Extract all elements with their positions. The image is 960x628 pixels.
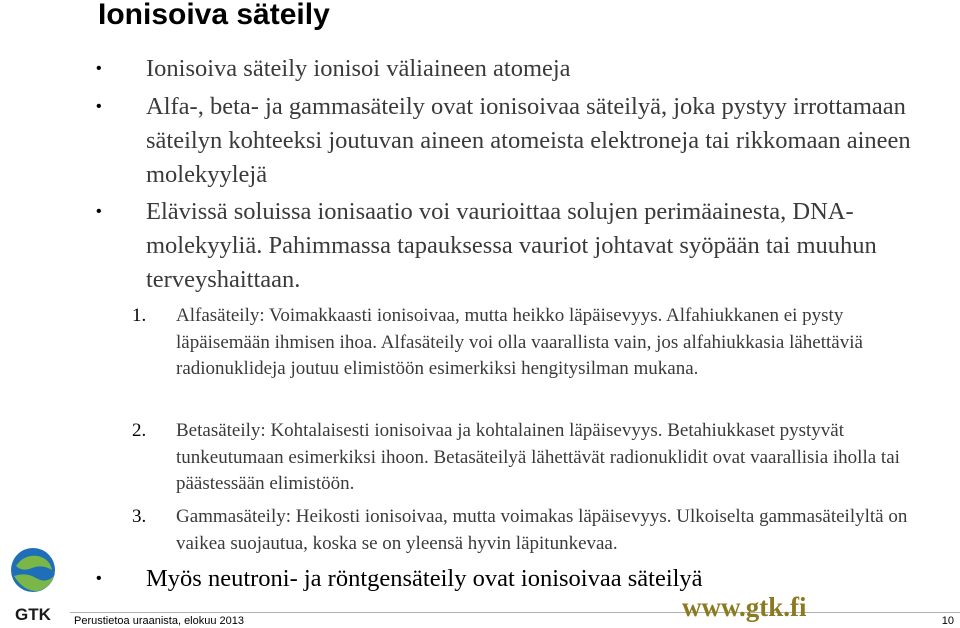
footer-caption: Perustietoa uraanista, elokuu 2013 <box>74 615 245 627</box>
bullet-marker: • <box>96 570 102 587</box>
numbered-item <box>132 303 926 383</box>
item-text: Alfasäteily: Voimakkaasti ionisoivaa, mutta heikko läpäisevyys. Alfahiukkanen ei pysty läpäisemään ihmisen ihoa. Alfasäteily voi olla vaarallista vain, jos alfahiukkasia lähettäviä radionuklideja joutuu elimistöön esimerkiksi hengitysilman mukana. <box>176 305 863 379</box>
item-text: Betasäteily: Kohtalaisesti ionisoivaa ja kohtalainen läpäisevyys. Betahiukkaset pystyvät tunkeutumaan esimerkiksi ihoon. Betasäteilyä lähettävät radionuklidit ovat vaarallisia iholla tai päästessään elimistöön. <box>176 420 900 494</box>
logo-text: GTK <box>15 605 51 624</box>
bullet-text: Ionisoiva säteily ionisoi väliaineen atomeja <box>146 55 571 82</box>
slide-title: Ionisoiva säteily <box>98 0 330 31</box>
numbered-item <box>132 418 926 498</box>
bullet-marker: • <box>96 60 102 77</box>
bullet-item <box>96 195 936 297</box>
item-text: Gammasäteily: Heikosti ionisoivaa, mutta voimakas läpäisevyys. Ulkoiselta gammasäteilyltä on vaikea suojautua, koska se on yleensä hyvin läpitunkevaa. <box>176 506 908 554</box>
bullet-text: Elävissä soluissa ionisaatio voi vaurioittaa solujen perimäainesta, DNA-molekyyliä. Pahimmassa tapauksessa vauriot johtavat syöpään tai muuhun terveyshaittaan. <box>146 198 877 293</box>
page-number: 10 <box>941 615 954 627</box>
website-link[interactable]: www.gtk.fi <box>682 592 807 622</box>
bullet-marker: • <box>96 98 102 115</box>
bullet-text: Myös neutroni- ja röntgensäteily ovat ionisoivaa säteilyä <box>146 565 703 592</box>
item-number: 3. <box>132 506 147 527</box>
bullet-item <box>96 90 936 192</box>
bullet-item <box>96 52 936 86</box>
bullet-item <box>96 562 936 596</box>
bullet-marker: • <box>96 203 102 220</box>
item-number: 1. <box>132 305 147 326</box>
gtk-logo-icon <box>2 546 64 626</box>
footer-divider <box>70 612 960 613</box>
item-number: 2. <box>132 420 147 441</box>
bullet-text: Alfa-, beta- ja gammasäteily ovat ionisoivaa säteilyä, joka pystyy irrottamaan säteilyn kohteeksi joutuvan aineen atomeista elektroneja tai rikkomaan aineen molekyylejä <box>146 93 911 188</box>
numbered-item <box>132 504 926 557</box>
